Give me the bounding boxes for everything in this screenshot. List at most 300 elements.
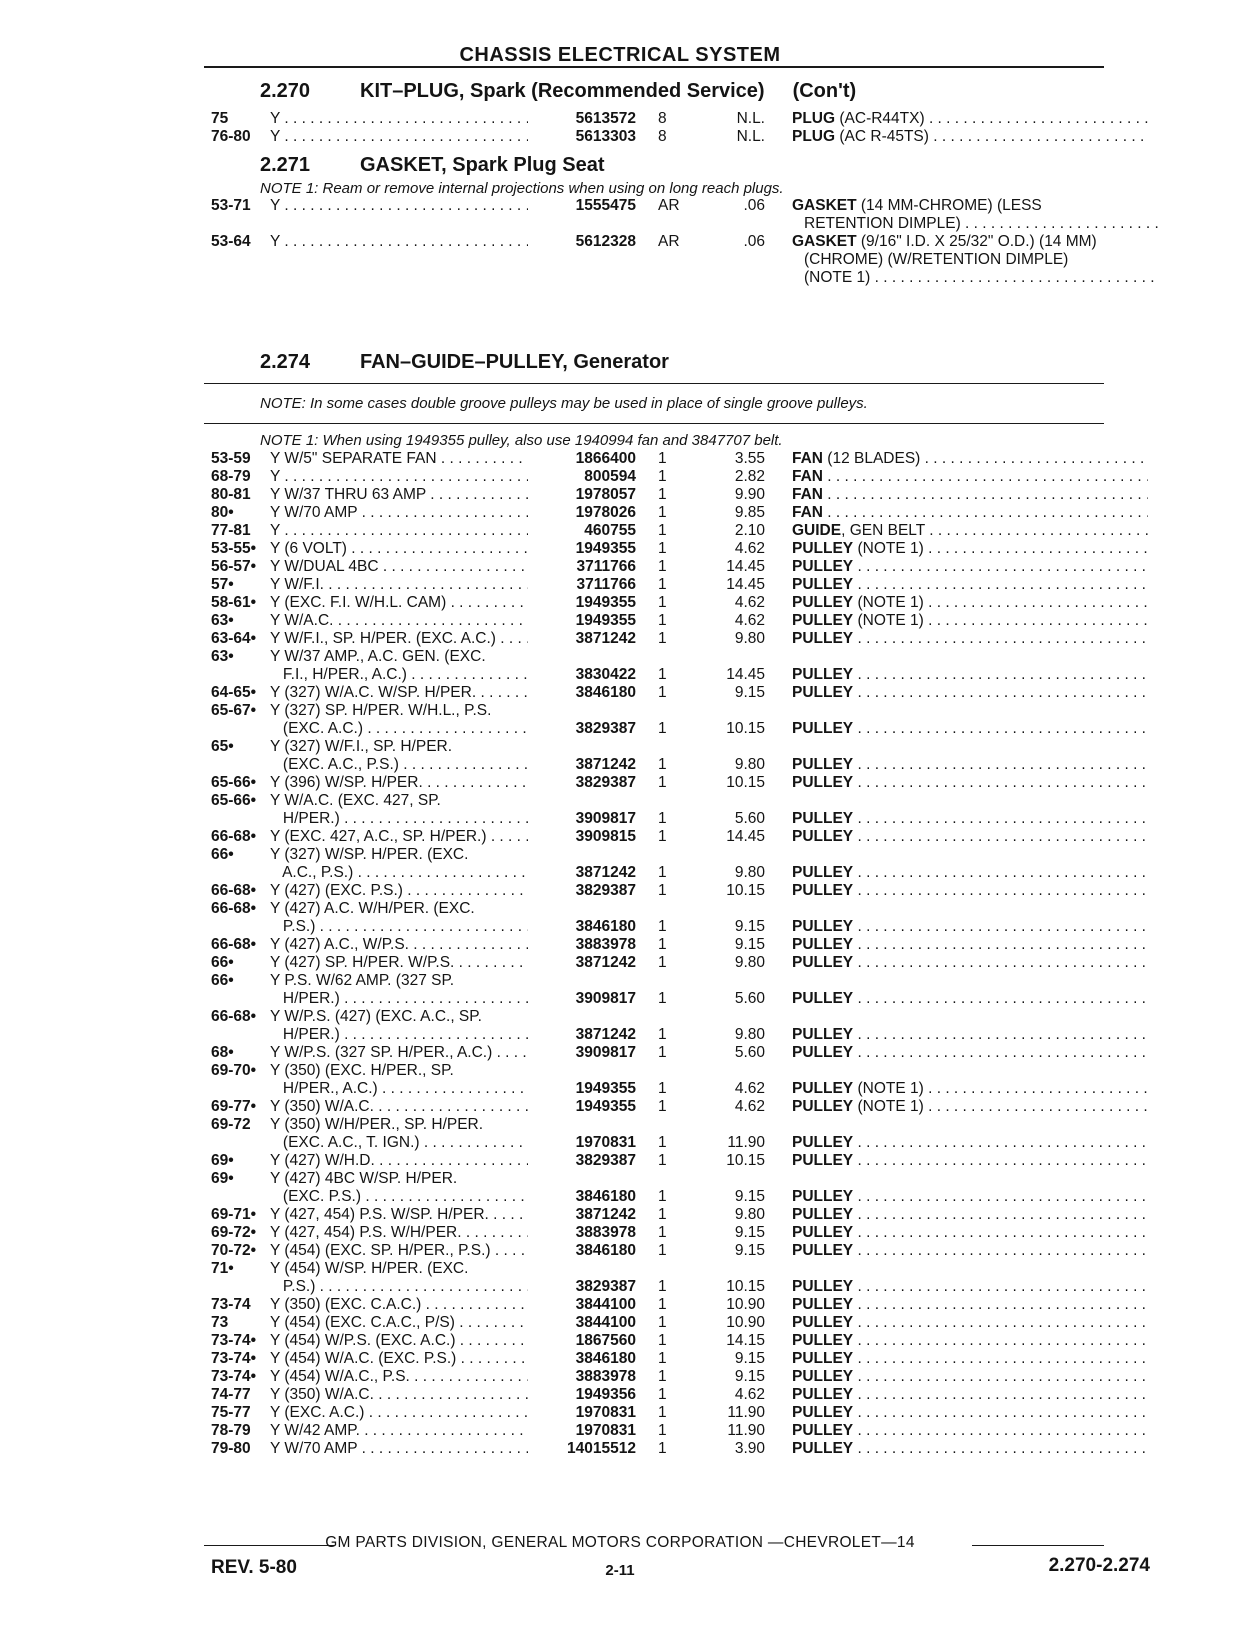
model-years: 69-70• [211, 1062, 257, 1079]
model-description: Y W/A.C. (EXC. 427, SP. [270, 792, 441, 809]
note-2-274-pulley: NOTE 1: When using 1949355 pulley, also use 1940994 fan and 3847707 belt. [260, 432, 783, 449]
part-description [804, 251, 1160, 269]
quantity: 1 [658, 1332, 667, 1349]
model-description: Y . . . [270, 522, 528, 540]
part-number: 1970831 [575, 1134, 636, 1151]
table-row [0, 1368, 1240, 1387]
quantity: 1 [658, 828, 667, 845]
quantity: 1 [658, 756, 667, 773]
part-detail: (9/16" I.D. X 25/32" O.D.) (14 MM) [856, 233, 1097, 250]
part-name: PULLEY [792, 1080, 854, 1097]
table-row [0, 774, 1240, 793]
part-description [792, 828, 1148, 846]
model-years: 58-61• [211, 594, 257, 611]
part-description [792, 1098, 1148, 1116]
part-description [792, 450, 1148, 468]
part-description [792, 576, 1148, 594]
model-description: Y (EXC. 427, A.C., SP. H/PER.) . . . [270, 828, 528, 846]
price: 10.90 [726, 1296, 765, 1313]
part-description [792, 720, 1148, 738]
part-description [792, 666, 1148, 684]
part-description [792, 1368, 1148, 1386]
part-name: PULLEY [792, 864, 854, 881]
table-row [0, 1350, 1240, 1369]
model-years: 57• [211, 576, 234, 593]
quantity: 1 [658, 882, 667, 899]
part-detail: (AC R-45TS) [835, 128, 929, 145]
table-row [0, 1098, 1240, 1117]
table-row [0, 1332, 1240, 1351]
model-years: 73-74• [211, 1350, 257, 1367]
part-name: FAN [792, 504, 823, 521]
quantity: 1 [658, 630, 667, 647]
part-name: GUIDE [792, 522, 842, 539]
model-description: Y W/F.I. . . . [270, 576, 528, 594]
section-range: 2.270-2.274 [1048, 1555, 1150, 1576]
part-number: 3909817 [575, 1044, 636, 1061]
part-detail: , GEN BELT [841, 522, 925, 539]
model-years: 65-66• [211, 774, 257, 791]
model-years: 73-74• [211, 1368, 257, 1385]
model-description: Y (327) W/F.I., SP. H/PER. [270, 738, 453, 755]
model-years: 73-74• [211, 1332, 257, 1349]
model-description: Y (396) W/SP. H/PER. . . . [270, 774, 528, 792]
page-title: CHASSIS ELECTRICAL SYSTEM [459, 44, 781, 66]
section-number: 2.270 [260, 80, 311, 102]
table-row [0, 522, 1240, 541]
part-description [792, 110, 1148, 128]
model-years: 66-68• [211, 882, 257, 899]
part-detail: (NOTE 1) [853, 594, 924, 611]
part-number: 5613572 [575, 110, 636, 127]
part-name: PULLEY [792, 720, 854, 737]
model-years: 63• [211, 612, 234, 629]
model-years: 79-80 [211, 1440, 251, 1457]
section-title: KIT–PLUG, Spark (Recommended Service) [360, 80, 765, 102]
model-description: Y (327) SP. H/PER. W/H.L., P.S. [270, 702, 492, 719]
part-name: PULLEY [792, 1404, 854, 1421]
model-description: Y (454) W/P.S. (EXC. A.C.) . . . [270, 1332, 528, 1350]
table-row [0, 468, 1240, 487]
part-name: PLUG [792, 110, 836, 127]
table-row [0, 128, 1240, 147]
price: 10.15 [726, 1152, 765, 1169]
section-title: FAN–GUIDE–PULLEY, Generator [360, 351, 669, 373]
quantity: 1 [658, 1098, 667, 1115]
part-description [792, 558, 1148, 576]
quantity: 8 [658, 128, 667, 145]
part-name: PULLEY [792, 936, 854, 953]
model-description: Y W/DUAL 4BC . . . [270, 558, 528, 576]
price: 9.80 [734, 864, 765, 881]
price: 14.45 [726, 828, 765, 845]
model-years: 66-68• [211, 900, 257, 917]
part-name: PULLEY [792, 666, 854, 683]
note-2-271: NOTE 1: Ream or remove internal projections when using on long reach plugs. [260, 180, 784, 197]
table-row [0, 215, 1240, 234]
part-number: 3846180 [575, 1350, 636, 1367]
quantity: 1 [658, 684, 667, 701]
table-row [0, 1134, 1240, 1153]
part-description [792, 1422, 1148, 1440]
model-years: 63• [211, 648, 234, 665]
quantity: 1 [658, 1224, 667, 1241]
price: 9.85 [734, 504, 765, 521]
table-row [0, 1062, 1240, 1081]
price: 11.90 [727, 1404, 765, 1421]
part-description [792, 1134, 1148, 1152]
part-description [792, 1224, 1148, 1242]
model-description: Y (350) W/A.C. . . . [270, 1386, 528, 1404]
table-row [0, 1242, 1240, 1261]
part-name: PULLEY [792, 1386, 854, 1403]
table-row [0, 1170, 1240, 1189]
part-description [792, 936, 1148, 954]
model-description: Y (454) W/SP. H/PER. (EXC. [270, 1260, 469, 1277]
part-name: PULLEY [792, 684, 854, 701]
price: 9.15 [734, 918, 765, 935]
quantity: 1 [658, 1044, 667, 1061]
model-years: 53-55• [211, 540, 257, 557]
part-description [792, 486, 1148, 504]
model-description: P.S.) . . . [270, 1278, 528, 1296]
part-name: PULLEY [792, 1134, 854, 1151]
table-row [0, 1386, 1240, 1405]
price: 9.80 [734, 1026, 765, 1043]
part-number: 3883978 [575, 936, 636, 953]
price: 10.15 [726, 720, 765, 737]
part-description [792, 1404, 1148, 1422]
section-number: 2.274 [260, 351, 311, 373]
quantity: 1 [658, 720, 667, 737]
model-years: 69• [211, 1170, 234, 1187]
quantity: 1 [658, 1368, 667, 1385]
part-name: PULLEY [792, 612, 854, 629]
part-description [792, 233, 1148, 251]
part-name: GASKET [792, 197, 857, 214]
quantity: 1 [658, 468, 667, 485]
part-description [792, 1296, 1148, 1314]
model-years: 65• [211, 738, 234, 755]
quantity: 1 [658, 522, 667, 539]
part-name: PULLEY [792, 1350, 854, 1367]
table-row [0, 702, 1240, 721]
part-name: GASKET [792, 233, 857, 250]
quantity: 1 [658, 558, 667, 575]
part-description [804, 215, 1160, 233]
section-rule [204, 383, 1104, 384]
quantity: 1 [658, 1422, 667, 1439]
part-number: 3871242 [575, 1206, 636, 1223]
part-description [792, 1440, 1148, 1458]
quantity: 1 [658, 1134, 667, 1151]
table-row [0, 558, 1240, 577]
model-description: Y W/70 AMP . . . [270, 1440, 528, 1458]
model-description: Y W/P.S. (427) (EXC. A.C., SP. [270, 1008, 482, 1025]
price: .06 [743, 197, 765, 214]
model-description: Y W/P.S. (327 SP. H/PER., A.C.) . . . [270, 1044, 528, 1062]
price: 10.90 [726, 1314, 765, 1331]
section-number: 2.271 [260, 154, 311, 176]
model-description: Y . . . [270, 128, 528, 146]
quantity: 1 [658, 810, 667, 827]
part-name: PULLEY [792, 1044, 854, 1061]
part-name: PULLEY [792, 594, 854, 611]
footer-rule-right [972, 1545, 1104, 1546]
quantity: 1 [658, 936, 667, 953]
model-years: 66• [211, 954, 234, 971]
part-number: 3829387 [575, 1152, 636, 1169]
model-years: 73 [211, 1314, 229, 1331]
part-description [792, 810, 1148, 828]
part-number: 3844100 [575, 1314, 636, 1331]
model-years: 75-77 [211, 1404, 251, 1421]
part-number: 1978057 [575, 486, 636, 503]
quantity: 1 [658, 1080, 667, 1097]
model-description: Y (454) W/A.C., P.S. . . . [270, 1368, 528, 1386]
price: 5.60 [734, 1044, 765, 1061]
quantity: 1 [658, 486, 667, 503]
part-detail: (NOTE 1) [853, 1080, 924, 1097]
table-row [0, 504, 1240, 523]
table-row [0, 648, 1240, 667]
model-description: Y (427) (EXC. P.S.) . . . [270, 882, 528, 900]
table-row [0, 1152, 1240, 1171]
model-description: Y (350) W/H/PER., SP. H/PER. [270, 1116, 484, 1133]
price: 9.90 [734, 486, 765, 503]
part-detail: RETENTION DIMPLE) [804, 215, 961, 232]
table-row [0, 594, 1240, 613]
quantity: 1 [658, 918, 667, 935]
part-name: PULLEY [792, 1152, 854, 1169]
part-name: PULLEY [792, 630, 854, 647]
model-description: Y W/5" SEPARATE FAN . . . [270, 450, 528, 468]
part-detail: (NOTE 1) [853, 612, 924, 629]
model-description: Y (427, 454) P.S. W/SP. H/PER. . . . [270, 1206, 528, 1224]
price: 9.15 [734, 1368, 765, 1385]
table-row [0, 1116, 1240, 1135]
table-row [0, 269, 1240, 288]
part-name: PULLEY [792, 1296, 854, 1313]
part-number: 460755 [584, 522, 636, 539]
model-years: 69-77• [211, 1098, 257, 1115]
part-number: 1866400 [575, 450, 636, 467]
part-number: 1970831 [575, 1422, 636, 1439]
price: 10.15 [726, 774, 765, 791]
price: 4.62 [734, 1098, 765, 1115]
part-number: 3883978 [575, 1368, 636, 1385]
quantity: 1 [658, 450, 667, 467]
model-description: Y W/37 THRU 63 AMP . . . [270, 486, 528, 504]
part-number: 3883978 [575, 1224, 636, 1241]
price: 9.15 [734, 684, 765, 701]
model-years: 74-77 [211, 1386, 251, 1403]
table-row [0, 1080, 1240, 1099]
table-row [0, 1278, 1240, 1297]
part-name: PULLEY [792, 540, 854, 557]
model-years: 68• [211, 1044, 234, 1061]
table-row [0, 918, 1240, 937]
part-detail: (NOTE 1) [853, 1098, 924, 1115]
part-name: FAN [792, 468, 823, 485]
part-description [792, 540, 1148, 558]
price: 2.10 [734, 522, 765, 539]
table-row [0, 1404, 1240, 1423]
table-row [0, 1206, 1240, 1225]
model-description: Y (327) W/A.C. W/SP. H/PER. . . . [270, 684, 528, 702]
part-detail: (CHROME) (W/RETENTION DIMPLE) [804, 251, 1069, 268]
quantity: 1 [658, 612, 667, 629]
part-name: PLUG [792, 128, 836, 145]
part-description [792, 594, 1148, 612]
part-description [792, 504, 1148, 522]
part-description [792, 954, 1148, 972]
section-rule [204, 423, 1104, 424]
part-name: PULLEY [792, 558, 854, 575]
table-row [0, 828, 1240, 847]
part-name: PULLEY [792, 882, 854, 899]
part-number: 1949356 [575, 1386, 636, 1403]
part-name: FAN [792, 486, 823, 503]
part-number: 1949355 [575, 594, 636, 611]
part-detail: (14 MM-CHROME) (LESS [856, 197, 1042, 214]
part-name: PULLEY [792, 1188, 854, 1205]
table-row [0, 233, 1240, 252]
part-name: PULLEY [792, 1332, 854, 1349]
part-description [792, 882, 1148, 900]
section-2-274-heading [260, 351, 669, 374]
part-description [792, 1152, 1148, 1170]
part-number: 3909815 [575, 828, 636, 845]
model-years: 69• [211, 1152, 234, 1169]
part-number: 1867560 [575, 1332, 636, 1349]
table-row [0, 900, 1240, 919]
quantity: 8 [658, 110, 667, 127]
price: 9.15 [734, 1188, 765, 1205]
part-description [792, 774, 1148, 792]
price: 9.80 [734, 756, 765, 773]
quantity: 1 [658, 1350, 667, 1367]
model-description: Y (EXC. F.I. W/H.L. CAM) . . . [270, 594, 528, 612]
quantity: 1 [658, 1314, 667, 1331]
part-number: 3830422 [575, 666, 636, 683]
quantity: 1 [658, 1296, 667, 1313]
model-years: 78-79 [211, 1422, 251, 1439]
quantity: 1 [658, 1404, 667, 1421]
part-number: 3711766 [576, 558, 636, 575]
quantity: 1 [658, 1386, 667, 1403]
part-number: 3829387 [575, 774, 636, 791]
model-years: 56-57• [211, 558, 257, 575]
part-name: PULLEY [792, 1242, 854, 1259]
table-row [0, 1008, 1240, 1027]
part-name: PULLEY [792, 576, 854, 593]
quantity: 1 [658, 864, 667, 881]
price: N.L. [736, 128, 765, 145]
model-years: 71• [211, 1260, 234, 1277]
model-description: Y (454) (EXC. SP. H/PER., P.S.) . . . [270, 1242, 528, 1260]
quantity: 1 [658, 1188, 667, 1205]
table-row [0, 1224, 1240, 1243]
price: 9.15 [734, 1350, 765, 1367]
part-number: 3846180 [575, 1242, 636, 1259]
model-description: Y . . . [270, 197, 528, 215]
quantity: 1 [658, 1152, 667, 1169]
price: 9.15 [734, 1242, 765, 1259]
model-description: Y (454) (EXC. C.A.C., P/S) . . . [270, 1314, 528, 1332]
price: 14.15 [726, 1332, 765, 1349]
part-description [792, 468, 1148, 486]
model-years: 75 [211, 110, 229, 127]
model-years: 70-72• [211, 1242, 257, 1259]
model-description: H/PER.) . . . [270, 990, 528, 1008]
table-row [0, 1296, 1240, 1315]
part-number: 5612328 [575, 233, 636, 250]
section-title: GASKET, Spark Plug Seat [360, 154, 605, 176]
price: 9.80 [734, 954, 765, 971]
model-description: Y (427) 4BC W/SP. H/PER. [270, 1170, 458, 1187]
price: 2.82 [734, 468, 765, 485]
part-number: 3909817 [575, 990, 636, 1007]
part-description [792, 128, 1148, 146]
model-description: Y (350) W/A.C. . . . [270, 1098, 528, 1116]
model-description: H/PER., A.C.) . . . [270, 1080, 528, 1098]
part-number: 3909817 [575, 810, 636, 827]
table-row [0, 1044, 1240, 1063]
model-years: 64-65• [211, 684, 257, 701]
part-number: 1555475 [575, 197, 636, 214]
price: 4.62 [734, 1386, 765, 1403]
model-years: 73-74 [211, 1296, 251, 1313]
part-number: 3846180 [575, 918, 636, 935]
table-row [0, 972, 1240, 991]
model-description: Y (427) W/H.D. . . . [270, 1152, 528, 1170]
part-name: PULLEY [792, 1368, 854, 1385]
table-row [0, 936, 1240, 955]
revision-label: REV. 5-80 [211, 1557, 297, 1578]
part-name: FAN [792, 450, 823, 467]
table-row [0, 1422, 1240, 1441]
part-name: PULLEY [792, 774, 854, 791]
part-name: PULLEY [792, 918, 854, 935]
part-number: 1949355 [575, 612, 636, 629]
part-name: PULLEY [792, 1314, 854, 1331]
table-row [0, 666, 1240, 685]
model-years: 80-81 [211, 486, 251, 503]
part-number: 1949355 [575, 1098, 636, 1115]
model-years: 69-71• [211, 1206, 257, 1223]
table-row [0, 612, 1240, 631]
quantity: 1 [658, 1242, 667, 1259]
price: 10.15 [726, 882, 765, 899]
price: 9.15 [734, 1224, 765, 1241]
part-number: 5613303 [575, 128, 636, 145]
price: 14.45 [726, 666, 765, 683]
price: 4.62 [734, 540, 765, 557]
table-row [0, 1260, 1240, 1279]
part-number: 1949355 [575, 1080, 636, 1097]
part-description [792, 864, 1148, 882]
part-number: 3711766 [576, 576, 636, 593]
model-description: (EXC. A.C., P.S.) . . . [270, 756, 528, 774]
part-description [792, 1206, 1148, 1224]
model-description: Y W/42 AMP. . . . [270, 1422, 528, 1440]
model-years: 53-71 [211, 197, 251, 214]
price: 4.62 [734, 594, 765, 611]
part-description [792, 1242, 1148, 1260]
part-detail: (NOTE 1) [804, 269, 871, 286]
quantity: 1 [658, 774, 667, 791]
